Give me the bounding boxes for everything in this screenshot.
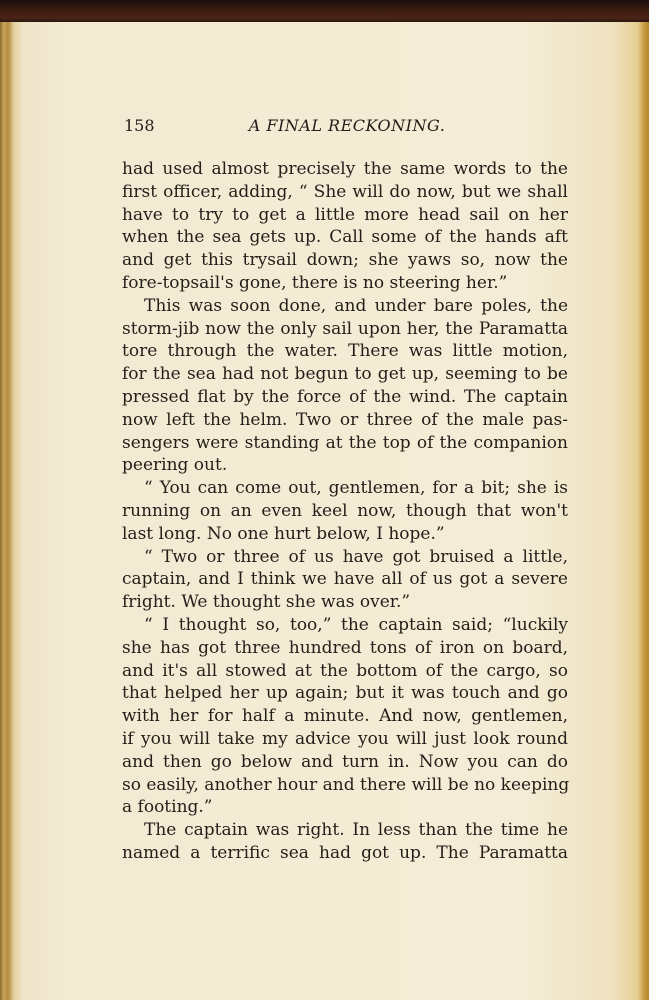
text-line: last long. No one hurt below, I hope.” <box>122 523 445 544</box>
text-line: now left the helm. Two or three of the male pas- <box>122 409 568 430</box>
text-line: tore through the water. There was little motion, <box>122 341 568 362</box>
text-line: peering out. <box>122 455 228 476</box>
text-line: a footing.” <box>122 797 213 818</box>
text-line: for the sea had not begun to get up, seeming to be <box>122 364 568 385</box>
text-line: named a terrific sea had got up. The Paramatta <box>122 842 568 863</box>
body-text <box>122 158 568 865</box>
text-line: sengers were standing at the top of the companion <box>122 432 568 453</box>
text-line: have to try to get a little more head sail on her <box>122 204 568 225</box>
text-line: captain, and I think we have all of us got a severe <box>122 569 568 590</box>
page-number: 158 <box>124 116 155 135</box>
text-line: “ I thought so, too,” the captain said; “luckily <box>144 614 568 635</box>
text-line: The captain was right. In less than the time he <box>144 820 568 841</box>
text-line: fore-topsail's gone, there is no steering her.” <box>122 272 508 293</box>
text-line: “ You can come out, gentlemen, for a bit; she is <box>144 478 568 499</box>
page-header <box>124 116 570 140</box>
text-line: “ Two or three of us have got bruised a little, <box>144 546 568 567</box>
text-line: pressed flat by the force of the wind. The captain <box>122 386 568 407</box>
text-line: and it's all stowed at the bottom of the cargo, so <box>122 660 568 681</box>
book-spine <box>0 22 22 1000</box>
text-line: running on an even keel now, though that won't <box>122 500 568 521</box>
text-line: and then go below and turn in. Now you can do <box>122 751 568 772</box>
text-line: if you will take my advice you will just look round <box>122 728 568 749</box>
text-line: first officer, adding, “ She will do now, but we shall <box>122 181 568 202</box>
text-line: storm-jib now the only sail upon her, the Paramatta <box>122 318 568 339</box>
text-line: This was soon done, and under bare poles, the <box>144 295 568 316</box>
running-title: A FINAL RECKONING. <box>248 116 446 135</box>
text-line: had used almost precisely the same words to the <box>122 159 568 179</box>
text-line: with her for half a minute. And now, gentlemen, <box>122 706 568 727</box>
text-line: so easily, another hour and there will be no keeping <box>122 774 570 795</box>
text-line: when the sea gets up. Call some of the hands aft <box>122 227 568 248</box>
text-line: that helped her up again; but it was touch and go <box>122 683 568 704</box>
page-edge <box>639 22 649 1000</box>
text-line: she has got three hundred tons of iron on board, <box>122 637 568 658</box>
text-line: fright. We thought she was over.” <box>122 592 411 613</box>
text-line: and get this trysail down; she yaws so, now the <box>122 250 568 271</box>
